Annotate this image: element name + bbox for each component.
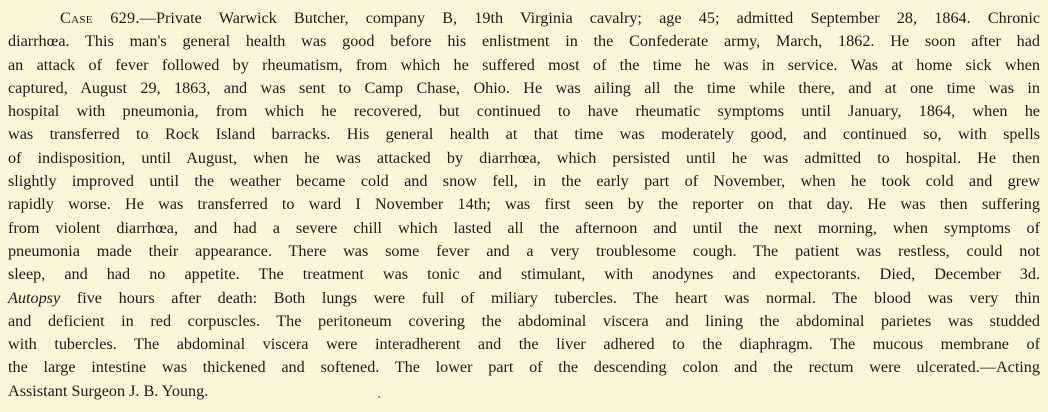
text-line: captured, August 29, 1863, and was sent to Camp Chase, Ohio. He was ailing all the time while there, and at one time was in — [8, 78, 1040, 97]
text-line: Assistant Surgeon J. B. Young. — [8, 381, 209, 400]
ink-speck — [378, 396, 380, 398]
text-line: with tubercles. The abdominal viscera were interadherent and the liver adhered to the diaphragm. The mucous membrane of — [8, 335, 1040, 354]
autopsy-label: Autopsy — [8, 288, 61, 307]
text-line: hospital with pneumonia, from which he recovered, but continued to have rheumatic symptoms until January, 1864, when he — [8, 102, 1040, 121]
text-line: the large intestine was thickened and softened. The lower part of the descending colon and the rectum were ulcerated.—Acting — [8, 358, 1040, 377]
text-line-content: —Private Warwick Butcher, company B, 19th Virginia cavalry; age 45; admitted September 28, 1864. Chronic — [139, 9, 1041, 27]
text-line — [8, 7, 1040, 30]
text-line-content: five hours after death: Both lungs were full of miliary tubercles. The heart was normal. The blood was very thin — [76, 288, 1041, 307]
text-line: was transferred to Rock Island barracks. His general health at that time was moderately good, and continued so, with spells — [8, 125, 1040, 144]
text-line: sleep, and had no appetite. The treatment was tonic and stimulant, with anodynes and expectorants. Died, December 3d. — [8, 265, 1040, 284]
case-number-label: Case 629. — [60, 9, 140, 27]
text-line: pneumonia made their appearance. There was some fever and a very troublesome cough. The patient was restless, could not — [8, 241, 1040, 260]
text-line: an attack of fever followed by rheumatism, from which he suffered most of the time he was in service. Was at home sick when — [8, 55, 1040, 74]
text-line: slightly improved until the weather became cold and snow fell, in the early part of November, when he took cold and grew — [8, 172, 1040, 191]
text-line — [8, 287, 1040, 310]
text-line: rapidly worse. He was transferred to ward I November 14th; was first seen by the reporter on that day. He was then suffering — [8, 195, 1040, 214]
text-line: and deficient in red corpuscles. The peritoneum covering the abdominal viscera and lining the abdominal parietes was studded — [8, 311, 1040, 330]
text-line: diarrhœa. This man's general health was good before his enlistment in the Confederate army, March, 1862. He soon after had — [8, 32, 1040, 51]
case-report-paragraph — [8, 7, 1040, 403]
text-line: of indisposition, until August, when he was attacked by diarrhœa, which persisted until he was admitted to hospital. He then — [8, 148, 1040, 167]
text-line: from violent diarrhœa, and had a severe chill which lasted all the afternoon and until the next morning, when symptoms of — [8, 218, 1040, 237]
